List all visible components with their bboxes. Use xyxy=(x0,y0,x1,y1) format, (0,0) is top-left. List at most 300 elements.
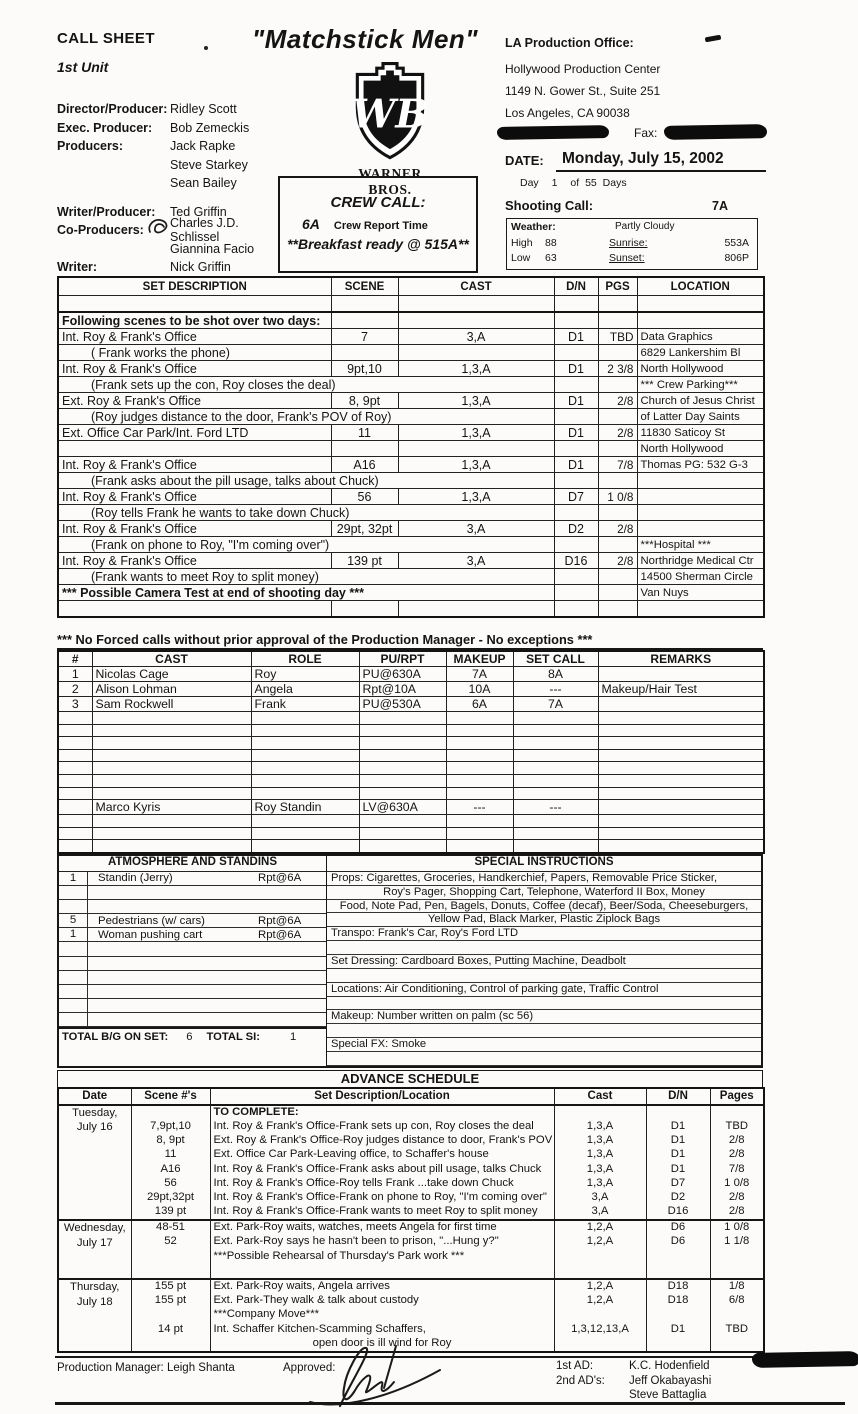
cell-description: Int. Roy & Frank's Office-Roy tells Frank ...take down Chuck xyxy=(210,1177,554,1191)
advance-row xyxy=(58,1191,764,1205)
advance-row xyxy=(58,1134,764,1148)
cell-cast xyxy=(398,312,554,329)
cell-cast: 1,3,A xyxy=(398,457,554,473)
second-ad-name-1: Jeff Okabayashi xyxy=(629,1375,712,1387)
cell-cast: 3,A xyxy=(554,1191,646,1205)
col-set-description-location: Set Description/Location xyxy=(210,1088,554,1105)
cell-dn xyxy=(554,601,598,618)
cell-set-description: *** Possible Camera Test at end of shooting day *** xyxy=(58,585,554,601)
second-ad-label: 2nd AD's: xyxy=(556,1375,605,1387)
coproducer-scribble-icon xyxy=(146,217,172,237)
cell-pu-rpt xyxy=(359,774,446,787)
cell-dn: D16 xyxy=(554,553,598,569)
cell-dn: D1 xyxy=(554,393,598,409)
cell-makeup xyxy=(446,827,513,840)
cell-dn xyxy=(554,377,598,393)
atmosphere-row xyxy=(59,985,326,999)
cell-pgs xyxy=(598,377,637,393)
cell-dn xyxy=(554,585,598,601)
cell-pgs: TBD xyxy=(598,329,637,345)
credit-row xyxy=(57,156,277,175)
cell-scene-numbers xyxy=(131,1250,210,1264)
cell-number xyxy=(58,749,92,762)
cast-row xyxy=(58,815,764,828)
day-of: of xyxy=(570,177,580,189)
cell-pu-rpt xyxy=(359,749,446,762)
credit-label: Writer/Producer: xyxy=(57,204,156,219)
atmosphere-count: 1 xyxy=(59,928,88,941)
cell-description: open door is ill wind for Roy xyxy=(210,1337,554,1352)
cell-number xyxy=(58,724,92,737)
day-total: 55 xyxy=(585,177,597,189)
cell-remarks xyxy=(598,667,764,682)
cell-cast xyxy=(554,1308,646,1322)
special-instruction-line: Yellow Pad, Black Marker, Plastic Ziplock Bags xyxy=(327,913,761,927)
credit-row xyxy=(57,240,277,259)
cast-table-body xyxy=(58,667,764,853)
cell-cast: 3,A xyxy=(554,1205,646,1220)
cell-pgs xyxy=(598,505,637,521)
atmosphere-row xyxy=(59,1013,326,1027)
cell-cast: 1,3,A xyxy=(554,1177,646,1191)
first-ad-name: K.C. Hodenfield xyxy=(629,1360,710,1372)
cell-set-description xyxy=(58,601,331,618)
cell-cast: 1,2,A xyxy=(554,1294,646,1308)
special-instruction-line: Props: Cigarettes, Groceries, Handkerchief, Papers, Removable Price Sticker, xyxy=(327,872,761,886)
advance-table xyxy=(57,1087,765,1353)
cell-remarks xyxy=(598,827,764,840)
weather-label: Weather: xyxy=(511,220,556,233)
cell-description: Ext. Park-Roy waits, watches, meets Angela for first time xyxy=(210,1220,554,1235)
cell-set-description xyxy=(58,441,331,457)
atmosphere-count xyxy=(59,971,88,984)
production-manager: Production Manager: Leigh Shanta xyxy=(57,1362,235,1374)
cell-location xyxy=(637,473,764,489)
cell-pu-rpt: PU@630A xyxy=(359,667,446,682)
scene-row xyxy=(58,393,764,409)
cell-role xyxy=(251,787,359,800)
cell-makeup xyxy=(446,749,513,762)
cell-pages: 6/8 xyxy=(710,1294,764,1308)
day-number: 1 xyxy=(551,177,558,189)
cell-location: ***Hospital *** xyxy=(637,537,764,553)
cell-pages: 2/8 xyxy=(710,1205,764,1220)
atmosphere-count xyxy=(59,999,88,1012)
credit-label: Writer: xyxy=(57,260,98,275)
cell-role xyxy=(251,762,359,775)
cell-scene-numbers: 7,9pt,10 xyxy=(131,1120,210,1134)
atmosphere-row xyxy=(59,886,326,900)
cell-description: Int. Roy & Frank's Office-Frank asks about pill usage, talks Chuck xyxy=(210,1163,554,1177)
credit-label: Producers: xyxy=(57,139,123,154)
weather-row-2 xyxy=(507,235,757,251)
cell-cast xyxy=(398,296,554,313)
cell-set-description: Int. Roy & Frank's Office xyxy=(58,489,331,505)
col-adv-dn: D/N xyxy=(646,1088,710,1105)
redaction-fax xyxy=(664,124,767,140)
cell-pgs: 2/8 xyxy=(598,393,637,409)
cell-dn xyxy=(646,1264,710,1279)
cell-pgs xyxy=(598,409,637,425)
cell-location: 11830 Saticoy St xyxy=(637,425,764,441)
high-value: 88 xyxy=(545,236,557,249)
cell-scene: 29pt, 32pt xyxy=(331,521,398,537)
cell-pgs xyxy=(598,569,637,585)
cell-scene xyxy=(331,345,398,361)
cell-cast xyxy=(554,1264,646,1279)
col-pgs: PGS xyxy=(598,277,637,296)
cell-number xyxy=(58,815,92,828)
cell-pgs xyxy=(598,345,637,361)
cell-set-call: --- xyxy=(513,682,598,697)
cell-location xyxy=(637,312,764,329)
cell-role xyxy=(251,712,359,725)
credit-value: Jack Rapke xyxy=(170,139,236,154)
cell-scene-numbers xyxy=(131,1308,210,1322)
cell-cast: 1,3,12,13,A xyxy=(554,1323,646,1337)
cell-description: Int. Schaffer Kitchen-Scamming Schaffers, xyxy=(210,1323,554,1337)
cell-set-description: Following scenes to be shot over two days: xyxy=(58,312,331,329)
scene-row xyxy=(58,473,764,489)
cell-set-description: Ext. Office Car Park/Int. Ford LTD xyxy=(58,425,331,441)
advance-block xyxy=(58,1220,764,1279)
cast-row xyxy=(58,737,764,750)
cell-cast xyxy=(554,1105,646,1120)
cell-scene xyxy=(331,601,398,618)
cell-set-call xyxy=(513,827,598,840)
atmosphere-count xyxy=(59,1013,88,1026)
cell-scene: 56 xyxy=(331,489,398,505)
total-bg-value: 6 xyxy=(186,1031,193,1044)
cell-set-call: 7A xyxy=(513,697,598,712)
scene-row xyxy=(58,361,764,377)
credit-row xyxy=(57,119,277,138)
office-line-3: Los Angeles, CA 90038 xyxy=(505,106,630,120)
advance-row xyxy=(58,1235,764,1249)
cell-set-call: --- xyxy=(513,800,598,815)
cell-date xyxy=(58,1105,131,1221)
cell-cast: 1,3,A xyxy=(554,1134,646,1148)
atmosphere-report-time: Rpt@6A xyxy=(258,872,302,885)
col-role: ROLE xyxy=(251,651,359,667)
cell-makeup xyxy=(446,840,513,853)
advance-row xyxy=(58,1163,764,1177)
cell-makeup: 7A xyxy=(446,667,513,682)
cell-cast-name: Nicolas Cage xyxy=(92,667,251,682)
cell-description: Int. Roy & Frank's Office-Frank sets up con, Roy closes the deal xyxy=(210,1120,554,1134)
cell-dn xyxy=(554,473,598,489)
cell-number: 3 xyxy=(58,697,92,712)
cell-description: ***Company Move*** xyxy=(210,1308,554,1322)
scene-row xyxy=(58,296,764,313)
cell-dn: D6 xyxy=(646,1220,710,1235)
advance-header-row xyxy=(58,1088,764,1105)
cell-pu-rpt: PU@530A xyxy=(359,697,446,712)
cell-role: Angela xyxy=(251,682,359,697)
scene-row xyxy=(58,441,764,457)
col-adv-cast: Cast xyxy=(554,1088,646,1105)
date-line: July 17 xyxy=(76,1236,113,1249)
cell-description: Ext. Park-They walk & talk about custody xyxy=(210,1294,554,1308)
atmosphere-count xyxy=(59,957,88,970)
cell-cast: 1,3,A xyxy=(554,1120,646,1134)
cell-location: 14500 Sherman Circle xyxy=(637,569,764,585)
cell-scene: 11 xyxy=(331,425,398,441)
cell-cast: 1,3,A xyxy=(398,393,554,409)
credit-row xyxy=(57,137,277,156)
atmosphere-description: Pedestrians (w/ cars) xyxy=(98,914,205,927)
cell-cast-name xyxy=(92,737,251,750)
col-set-description: SET DESCRIPTION xyxy=(58,277,331,296)
credit-value: Sean Bailey xyxy=(170,176,237,191)
film-title: "Matchstick Men" xyxy=(251,24,479,54)
credit-label: Exec. Producer: xyxy=(57,120,153,135)
cell-dn: D6 xyxy=(646,1235,710,1249)
cell-scene-numbers: 11 xyxy=(131,1148,210,1162)
second-ad-name-2: Steve Battaglia xyxy=(629,1389,707,1401)
cell-remarks xyxy=(598,787,764,800)
atmosphere-count xyxy=(59,985,88,998)
cell-dn: D7 xyxy=(554,489,598,505)
cell-pgs: 7/8 xyxy=(598,457,637,473)
cell-scene-numbers xyxy=(131,1337,210,1352)
cell-set-description: Int. Roy & Frank's Office xyxy=(58,329,331,345)
credit-row xyxy=(57,100,277,119)
scene-row xyxy=(58,377,764,393)
special-instruction-line: Transpo: Frank's Car, Roy's Ford LTD xyxy=(327,927,761,941)
wb-monogram: WB xyxy=(351,91,429,138)
cell-set-description: ( Frank works the phone) xyxy=(58,345,331,361)
credits-list xyxy=(57,100,277,277)
cell-dn: D2 xyxy=(554,521,598,537)
col-number: # xyxy=(58,651,92,667)
advance-row xyxy=(58,1120,764,1134)
atmosphere-row xyxy=(59,900,326,914)
cell-set-call xyxy=(513,712,598,725)
cell-number xyxy=(58,737,92,750)
cell-set-description: Int. Roy & Frank's Office xyxy=(58,457,331,473)
cell-pages: TBD xyxy=(710,1120,764,1134)
crew-call-title: CREW CALL: xyxy=(330,194,426,211)
cell-pu-rpt: Rpt@10A xyxy=(359,682,446,697)
cell-date xyxy=(58,1220,131,1279)
cell-number xyxy=(58,800,92,815)
cell-pu-rpt xyxy=(359,827,446,840)
cell-remarks: Makeup/Hair Test xyxy=(598,682,764,697)
cell-dn xyxy=(646,1105,710,1120)
low-value: 63 xyxy=(545,252,557,265)
low-label: Low xyxy=(511,252,531,265)
cell-cast: 1,3,A xyxy=(398,489,554,505)
scene-row xyxy=(58,537,764,553)
cell-cast: 1,3,A xyxy=(398,361,554,377)
cast-row xyxy=(58,787,764,800)
cell-cast: 1,2,A xyxy=(554,1279,646,1294)
cell-pu-rpt xyxy=(359,762,446,775)
cell-role: Roy xyxy=(251,667,359,682)
cell-number: 2 xyxy=(58,682,92,697)
advance-row xyxy=(58,1294,764,1308)
col-scene-numbers: Scene #'s xyxy=(131,1088,210,1105)
sunset-label: Sunset: xyxy=(609,252,645,265)
cell-dn: D1 xyxy=(554,457,598,473)
special-instructions-lines xyxy=(327,872,761,1066)
cell-cast: 1,2,A xyxy=(554,1235,646,1249)
high-label: High xyxy=(511,236,533,249)
cell-cast-name xyxy=(92,724,251,737)
scene-row xyxy=(58,601,764,618)
col-dn: D/N xyxy=(554,277,598,296)
cell-location xyxy=(637,489,764,505)
cell-description: Ext. Park-Roy waits, Angela arrives xyxy=(210,1279,554,1294)
cell-pages xyxy=(710,1264,764,1279)
cell-scene-numbers: 8, 9pt xyxy=(131,1134,210,1148)
cast-row xyxy=(58,724,764,737)
col-scene: SCENE xyxy=(331,277,398,296)
day-row xyxy=(520,177,637,189)
cell-description: ***Possible Rehearsal of Thursday's Park work *** xyxy=(210,1250,554,1264)
total-bg-label: TOTAL B/G ON SET: xyxy=(62,1031,169,1044)
cell-cast xyxy=(398,345,554,361)
cell-scene-numbers: 56 xyxy=(131,1177,210,1191)
scan-artifact-dash xyxy=(705,35,722,43)
cell-pgs xyxy=(598,296,637,313)
redaction-phone xyxy=(497,125,609,140)
advance-row xyxy=(58,1250,764,1264)
cell-remarks xyxy=(598,840,764,853)
cell-set-description: (Roy judges distance to the door, Frank's POV of Roy) xyxy=(58,409,554,425)
special-instruction-line xyxy=(327,1024,761,1038)
cell-remarks xyxy=(598,815,764,828)
credit-value: Bob Zemeckis xyxy=(170,120,250,135)
wb-shield-icon xyxy=(351,62,429,160)
atmosphere-box xyxy=(57,854,327,1068)
special-instructions-title: SPECIAL INSTRUCTIONS xyxy=(327,856,761,872)
scene-row xyxy=(58,409,764,425)
credit-label: Co-Producers: xyxy=(57,223,144,238)
cell-set-call xyxy=(513,840,598,853)
cell-pu-rpt xyxy=(359,737,446,750)
credit-value: Ted Griffin xyxy=(170,204,227,219)
sunset-value: 806P xyxy=(724,252,749,265)
sunrise-label: Sunrise: xyxy=(609,236,648,249)
office-line-2: 1149 N. Gower St., Suite 251 xyxy=(505,84,661,98)
cell-cast: 1,3,A xyxy=(554,1163,646,1177)
special-instruction-line xyxy=(327,969,761,983)
cell-role: Frank xyxy=(251,697,359,712)
scene-table-body xyxy=(58,296,764,618)
col-date: Date xyxy=(58,1088,131,1105)
cell-description: Ext. Office Car Park-Leaving office, to Schaffer's house xyxy=(210,1148,554,1162)
scan-artifact-dot xyxy=(204,46,208,50)
crew-call-box xyxy=(278,176,478,273)
special-instruction-line: Makeup: Number written on palm (sc 56) xyxy=(327,1010,761,1024)
breakfast-note: **Breakfast ready @ 515A** xyxy=(287,236,469,252)
total-si-value: 1 xyxy=(289,1031,297,1044)
cast-row xyxy=(58,840,764,853)
cell-number xyxy=(58,712,92,725)
cell-dn: D1 xyxy=(646,1120,710,1134)
scene-row xyxy=(58,329,764,345)
cell-pages: 7/8 xyxy=(710,1163,764,1177)
weather-row-1 xyxy=(507,219,757,235)
cell-remarks xyxy=(598,774,764,787)
cell-pages xyxy=(710,1337,764,1352)
cell-cast: 3,A xyxy=(398,329,554,345)
advance-row xyxy=(58,1279,764,1294)
atmosphere-count xyxy=(59,942,88,955)
cell-makeup: --- xyxy=(446,800,513,815)
date-line: Tuesday, xyxy=(72,1106,118,1119)
cell-set-description: (Frank on phone to Roy, "I'm coming over") xyxy=(58,537,554,553)
cell-remarks xyxy=(598,724,764,737)
scene-row xyxy=(58,457,764,473)
cell-makeup xyxy=(446,815,513,828)
cast-row xyxy=(58,827,764,840)
cell-dn: D1 xyxy=(646,1148,710,1162)
cell-remarks xyxy=(598,749,764,762)
col-set-call: SET CALL xyxy=(513,651,598,667)
cell-dn xyxy=(554,345,598,361)
shooting-call-label: Shooting Call: xyxy=(505,198,594,213)
weather-row-3 xyxy=(507,251,757,267)
cell-dn: D2 xyxy=(646,1191,710,1205)
cell-location: 6829 Lankershim Bl xyxy=(637,345,764,361)
cell-cast-name xyxy=(92,774,251,787)
cell-set-description: Int. Roy & Frank's Office xyxy=(58,361,331,377)
cell-pgs: 2/8 xyxy=(598,425,637,441)
credit-row xyxy=(57,258,277,277)
production-office-label: LA Production Office: xyxy=(505,36,634,50)
atmosphere-report-time: Rpt@6A xyxy=(258,914,302,927)
cell-scene: 7 xyxy=(331,329,398,345)
cell-pages: 1/8 xyxy=(710,1279,764,1294)
cell-cast xyxy=(554,1250,646,1264)
col-pages: Pages xyxy=(710,1088,764,1105)
cell-set-description: (Frank wants to meet Roy to split money) xyxy=(58,569,554,585)
cell-remarks xyxy=(598,762,764,775)
cell-cast-name xyxy=(92,749,251,762)
cell-cast-name: Sam Rockwell xyxy=(92,697,251,712)
office-line-1: Hollywood Production Center xyxy=(505,62,661,76)
cell-set-description: Int. Roy & Frank's Office xyxy=(58,521,331,537)
col-cast-name: CAST xyxy=(92,651,251,667)
atmosphere-description: Woman pushing cart xyxy=(98,928,203,941)
cast-row xyxy=(58,800,764,815)
advance-row xyxy=(58,1148,764,1162)
cast-row xyxy=(58,749,764,762)
atmosphere-count xyxy=(59,900,88,913)
date-label: DATE: xyxy=(505,153,544,168)
cell-number xyxy=(58,827,92,840)
cell-cast-name xyxy=(92,787,251,800)
cell-role xyxy=(251,827,359,840)
cell-remarks xyxy=(598,800,764,815)
special-instructions-box xyxy=(327,854,763,1068)
special-instruction-line xyxy=(327,941,761,955)
cell-cast xyxy=(398,441,554,457)
crew-call-time: 6A xyxy=(302,216,320,232)
atmosphere-row xyxy=(59,999,326,1013)
cell-description: Ext. Park-Roy says he hasn't been to prison, "...Hung y?" xyxy=(210,1235,554,1249)
shooting-call-value: 7A xyxy=(712,199,728,213)
cell-number xyxy=(58,774,92,787)
cell-pu-rpt xyxy=(359,712,446,725)
cell-pgs xyxy=(598,601,637,618)
atmosphere-row xyxy=(59,914,326,928)
cell-remarks xyxy=(598,712,764,725)
total-si-label: TOTAL SI: xyxy=(206,1031,260,1044)
